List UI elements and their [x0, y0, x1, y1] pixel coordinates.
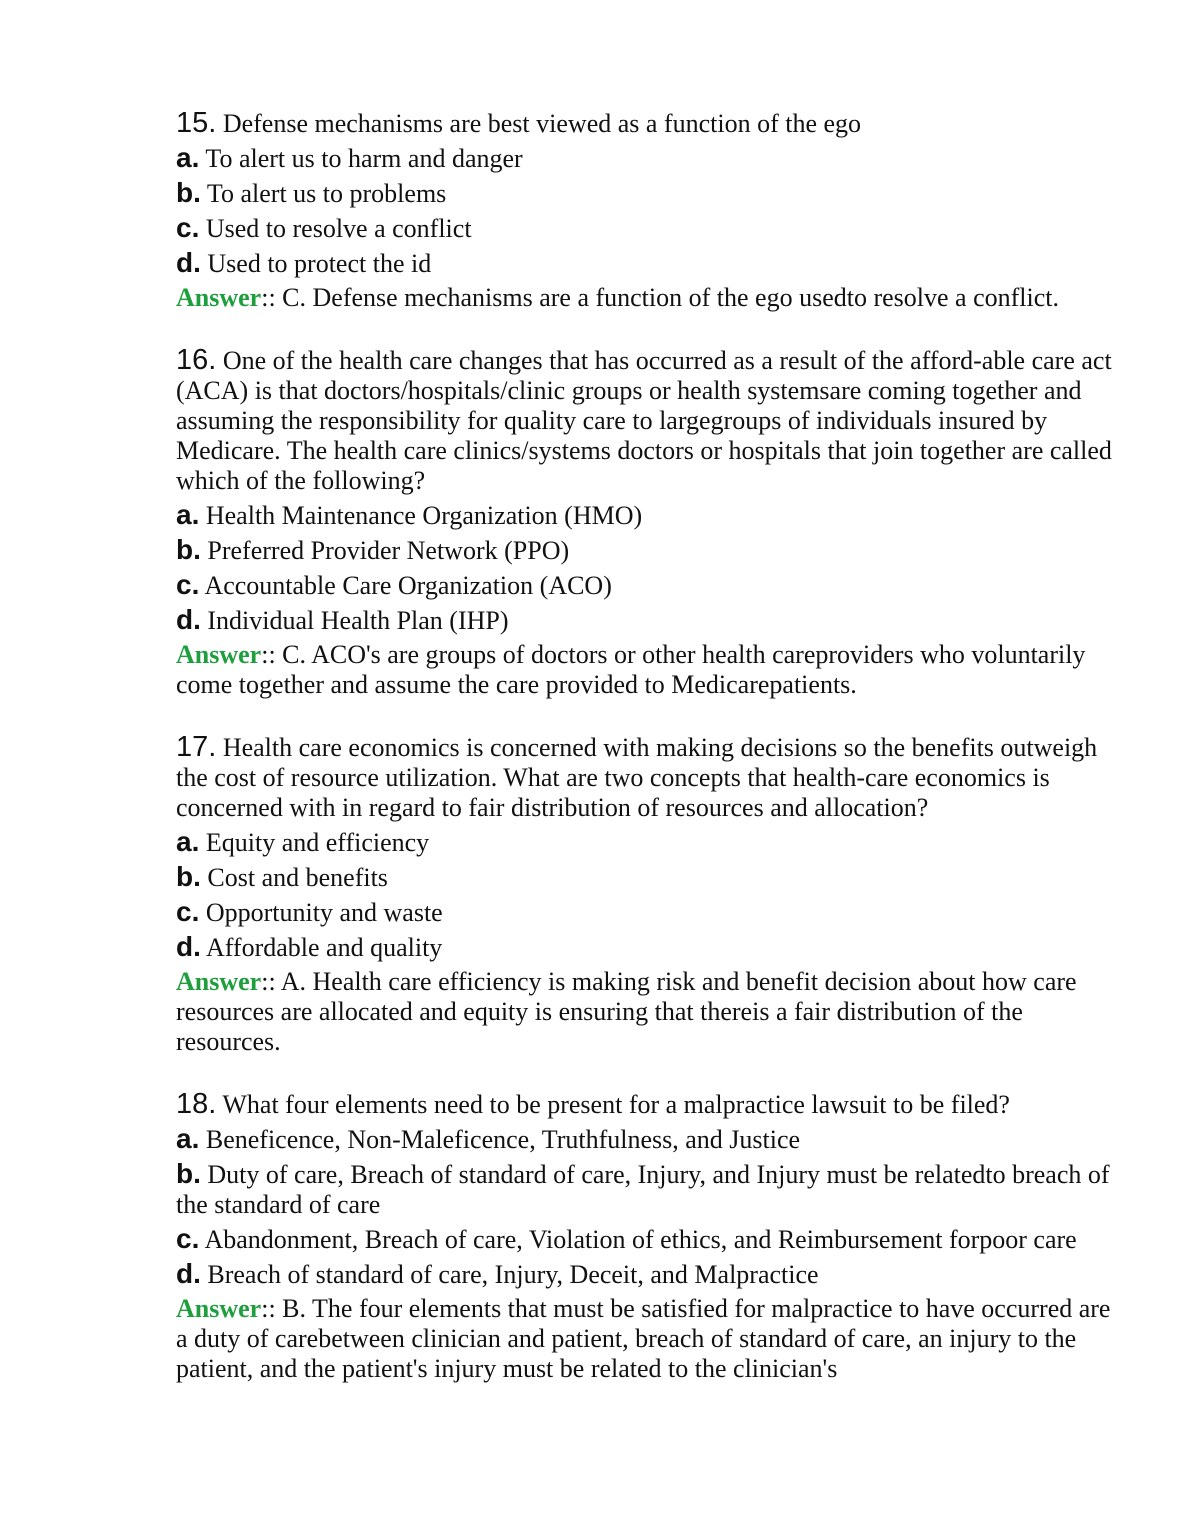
- answer-label: Answer: [176, 283, 262, 312]
- answer-line: [176, 1294, 1116, 1384]
- question-18: [176, 1089, 1116, 1384]
- option-a: [176, 1124, 1116, 1155]
- option-b: [176, 862, 1116, 893]
- option-letter: c.: [176, 1223, 200, 1254]
- option-text: Used to protect the id: [207, 249, 432, 278]
- option-text: Duty of care, Breach of standard of care, Injury, and Injury must be relatedto breach of the standard of care: [176, 1160, 1110, 1219]
- option-c: [176, 213, 1116, 244]
- question-text: Defense mechanisms are best viewed as a function of the ego: [222, 109, 862, 138]
- option-letter: d.: [176, 247, 201, 278]
- question-17: [176, 732, 1116, 1057]
- document-page: [176, 108, 1116, 1416]
- option-c: [176, 1224, 1116, 1255]
- answer-line: [176, 283, 1116, 313]
- option-d: [176, 932, 1116, 963]
- question-number: 16.: [176, 344, 217, 376]
- option-letter: d.: [176, 604, 201, 635]
- question-stem: [176, 345, 1116, 496]
- option-letter: a.: [176, 499, 200, 530]
- question-text: One of the health care changes that has occurred as a result of the afford-able care act (ACA) is that doctors/hospitals/clinic groups or health systemsare coming together and assuming the responsibility for quality care to largegroups of individuals insured by Medicare. The health care clinics/systems doctors or hospitals that join together are called which of the following?: [176, 346, 1112, 495]
- option-text: Preferred Provider Network (PPO): [207, 536, 570, 565]
- answer-label: Answer: [176, 967, 262, 996]
- option-text: To alert us to harm and danger: [205, 144, 523, 173]
- option-letter: a.: [176, 1123, 200, 1154]
- option-d: [176, 1259, 1116, 1290]
- question-stem: [176, 1089, 1116, 1120]
- option-a: [176, 500, 1116, 531]
- option-letter: c.: [176, 569, 200, 600]
- answer-label: Answer: [176, 640, 262, 669]
- option-text: To alert us to problems: [206, 179, 447, 208]
- option-b: [176, 535, 1116, 566]
- option-letter: c.: [176, 896, 200, 927]
- option-letter: a.: [176, 826, 200, 857]
- option-letter: d.: [176, 1258, 201, 1289]
- option-a: [176, 827, 1116, 858]
- option-text: Opportunity and waste: [205, 898, 443, 927]
- option-text: Breach of standard of care, Injury, Deceit, and Malpractice: [207, 1260, 819, 1289]
- option-text: Equity and efficiency: [205, 828, 430, 857]
- question-number: 17.: [176, 731, 217, 763]
- option-letter: b.: [176, 534, 201, 565]
- option-text: Abandonment, Breach of care, Violation of ethics, and Reimbursement forpoor care: [204, 1225, 1077, 1254]
- option-text: Accountable Care Organization (ACO): [204, 571, 612, 600]
- option-d: [176, 248, 1116, 279]
- answer-line: [176, 967, 1116, 1057]
- answer-label: Answer: [176, 1294, 262, 1323]
- option-letter: b.: [176, 1158, 201, 1189]
- answer-text: :: C. Defense mechanisms are a function of the ego usedto resolve a conflict.: [261, 283, 1060, 312]
- option-c: [176, 897, 1116, 928]
- question-text: Health care economics is concerned with making decisions so the benefits outweigh the cost of resource utilization. What are two concepts that health-care economics is concerned with in regard to fair distribution of resources and allocation?: [176, 733, 1098, 822]
- option-text: Beneficence, Non-Maleficence, Truthfulness, and Justice: [205, 1125, 801, 1154]
- question-stem: [176, 108, 1116, 139]
- option-text: Individual Health Plan (IHP): [207, 606, 509, 635]
- question-number: 15.: [176, 107, 217, 139]
- option-b: [176, 1159, 1116, 1220]
- option-text: Used to resolve a conflict: [205, 214, 472, 243]
- question-stem: [176, 732, 1116, 823]
- answer-line: [176, 640, 1116, 700]
- option-c: [176, 570, 1116, 601]
- option-a: [176, 143, 1116, 174]
- option-b: [176, 178, 1116, 209]
- question-16: [176, 345, 1116, 700]
- question-number: 18.: [176, 1088, 217, 1120]
- option-letter: b.: [176, 861, 201, 892]
- option-letter: a.: [176, 142, 200, 173]
- option-text: Affordable and quality: [205, 933, 443, 962]
- option-letter: d.: [176, 931, 201, 962]
- option-text: Cost and benefits: [207, 863, 388, 892]
- question-15: [176, 108, 1116, 313]
- option-text: Health Maintenance Organization (HMO): [205, 501, 643, 530]
- answer-text: :: A. Health care efficiency is making risk and benefit decision about how care resources are allocated and equity is ensuring that thereis a fair distribution of the resources.: [176, 967, 1077, 1056]
- answer-text: :: C. ACO's are groups of doctors or other health careproviders who voluntarily come together and assume the care provided to Medicarepatients.: [176, 640, 1086, 699]
- question-text: What four elements need to be present for a malpractice lawsuit to be filed?: [222, 1090, 1010, 1119]
- answer-text: :: B. The four elements that must be satisfied for malpractice to have occurred are a duty of carebetween clinician and patient, breach of standard of care, an injury to the patient, and the patient's injury must be related to the clinician's: [176, 1294, 1111, 1383]
- option-letter: c.: [176, 212, 200, 243]
- option-d: [176, 605, 1116, 636]
- option-letter: b.: [176, 177, 201, 208]
